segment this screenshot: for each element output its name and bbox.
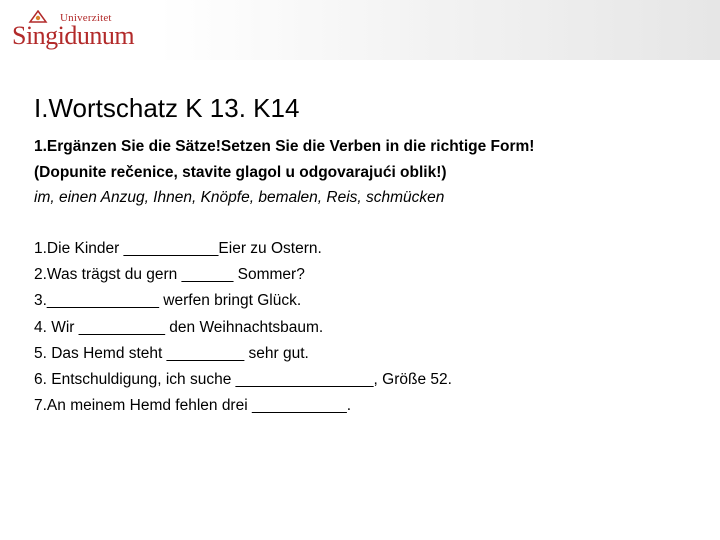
word-list: im, einen Anzug, Ihnen, Knöpfe, bemalen, Reis, schmücken (34, 189, 445, 206)
exercise-item: 2.Was trägst du gern ______ Sommer? (34, 266, 305, 284)
exercise-item: 6. Entschuldigung, ich suche ________________, Größe 52. (34, 371, 452, 389)
exercise-item: 1.Die Kinder ___________Eier zu Ostern. (34, 240, 322, 257)
exercise-item: 3._____________ werfen bringt Glück. (34, 292, 302, 310)
instruction-german: 1.Ergänzen Sie die Sätze!Setzen Sie die Verben in die richtige Form! (34, 138, 535, 155)
exercise-list (34, 236, 452, 419)
instruction-serbian: (Dopunite rečenice, stavite glagol u odgovarajući oblik!) (34, 164, 447, 181)
exercise-item: 7.An meinem Hemd fehlen drei ___________. (34, 397, 352, 415)
logo-line1: Univerzitet (60, 12, 112, 24)
university-logo (12, 10, 135, 50)
page-title: I.Wortschatz K 13. K14 (34, 93, 300, 123)
logo-line2: Singidunum (12, 21, 135, 50)
instructions (34, 134, 534, 186)
exercise-item: 4. Wir __________ den Weihnachtsbaum. (34, 318, 324, 336)
exercise-item: 5. Das Hemd steht _________ sehr gut. (34, 344, 309, 362)
